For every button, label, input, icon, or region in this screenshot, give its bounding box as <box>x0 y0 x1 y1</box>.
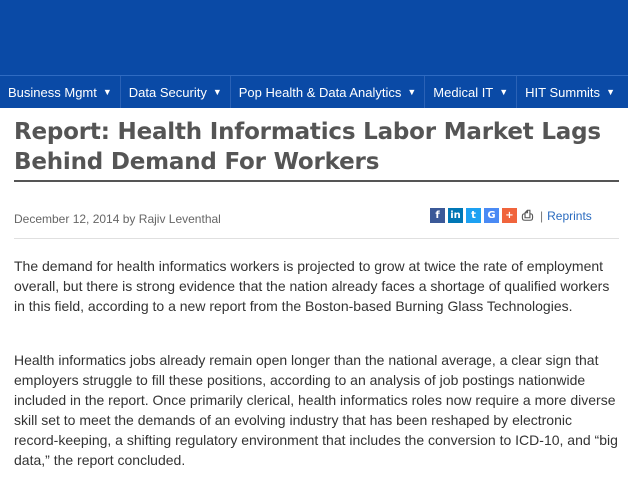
google-icon[interactable]: G <box>484 208 499 223</box>
article-byline <box>14 212 221 226</box>
nav-item-label: Medical IT <box>433 84 494 100</box>
reprints-link[interactable]: Reprints <box>547 208 592 223</box>
nav-item-label: HIT Summits <box>525 84 601 100</box>
facebook-icon[interactable]: f <box>430 208 445 223</box>
print-icon[interactable]: ⎙ <box>521 207 534 224</box>
share-toolbar <box>430 208 592 223</box>
nav-item-label: Data Security <box>128 84 207 100</box>
linkedin-icon[interactable]: in <box>448 208 463 223</box>
title-divider <box>14 180 619 182</box>
caret-down-icon: ▼ <box>407 87 417 97</box>
article-author[interactable]: Rajiv Leventhal <box>138 212 221 226</box>
article-title: Report: Health Informatics Labor Market Lags Behind Demand For Workers <box>14 119 601 175</box>
article-date: December 12, 2014 <box>14 212 120 226</box>
site-header-banner <box>0 0 628 75</box>
nav-item-label: Pop Health & Data Analytics <box>238 84 402 100</box>
nav-item-pop-health[interactable] <box>231 76 426 108</box>
caret-down-icon: ▼ <box>499 87 509 97</box>
nav-item-medical-it[interactable] <box>425 76 517 108</box>
article-paragraph-1: The demand for health informatics workers is projected to grow at twice the rate of employment overall, but there is strong evidence that the nation already faces a shortage of qualified workers in this field, according to a new report from the Boston-based Burning Glass Technologies. <box>14 258 610 314</box>
addthis-plus-icon[interactable]: + <box>502 208 517 223</box>
share-separator: | <box>540 208 544 223</box>
caret-down-icon: ▼ <box>102 87 112 97</box>
caret-down-icon: ▼ <box>606 87 615 97</box>
main-navigation <box>0 75 628 108</box>
nav-item-hit-summits[interactable] <box>517 76 623 108</box>
byline-divider <box>14 238 619 239</box>
nav-item-label: Business Mgmt <box>8 84 97 100</box>
nav-item-data-security[interactable] <box>121 76 231 108</box>
nav-item-business-mgmt[interactable] <box>0 76 121 108</box>
twitter-icon[interactable]: t <box>466 208 481 223</box>
byline-by: by <box>122 212 136 226</box>
article-paragraph-2: Health informatics jobs already remain open longer than the national average, a clear sign that employers struggle to fill these positions, according to an analysis of job postings nationwide included in the report. Once primarily clerical, health informatics roles now require a more diverse skill set to meet the demands of an evolving industry that has been reshaped by electronic record-keeping, a shifting regulatory environment that includes the conversion to ICD-10, and “big data,” the report concluded. <box>14 352 618 468</box>
caret-down-icon: ▼ <box>212 87 222 97</box>
